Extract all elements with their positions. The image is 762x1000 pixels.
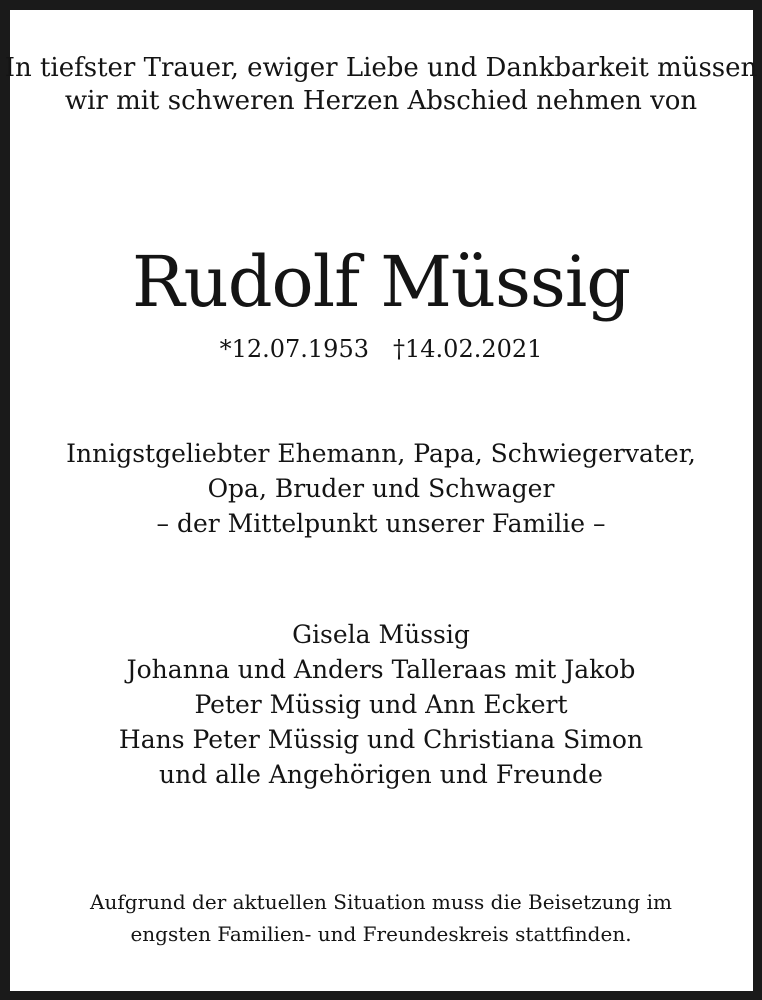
life-dates [0,335,762,363]
mourner-line-3: Peter Müssig und Ann Eckert [194,690,568,719]
description-line-1: Innigstgeliebter Ehemann, Papa, Schwiegervater, [66,439,696,468]
mourner-line-1: Gisela Müssig [292,620,470,649]
notice-line-2: engsten Familien- und Freundeskreis stattfinden. [130,922,632,946]
mourner-line-5: und alle Angehörigen und Freunde [159,760,603,789]
deceased-name: Rudolf Müssig [131,241,631,323]
intro-line-1: In tiefster Trauer, ewiger Liebe und Dankbarkeit müssen [4,53,758,83]
mourner-line-4: Hans Peter Müssig und Christiana Simon [118,725,644,754]
description-line-3: – der Mittelpunkt unserer Familie – [156,509,606,538]
intro-line-2: wir mit schweren Herzen Abschied nehmen von [64,86,698,116]
death-date: †14.02.2021 [393,335,543,363]
mourner-line-2: Johanna und Anders Talleraas mit Jakob [126,655,636,684]
notice-line-1: Aufgrund der aktuellen Situation muss die Beisetzung im [90,890,672,914]
description-line-2: Opa, Bruder und Schwager [207,474,555,503]
birth-date: *12.07.1953 [219,335,369,363]
